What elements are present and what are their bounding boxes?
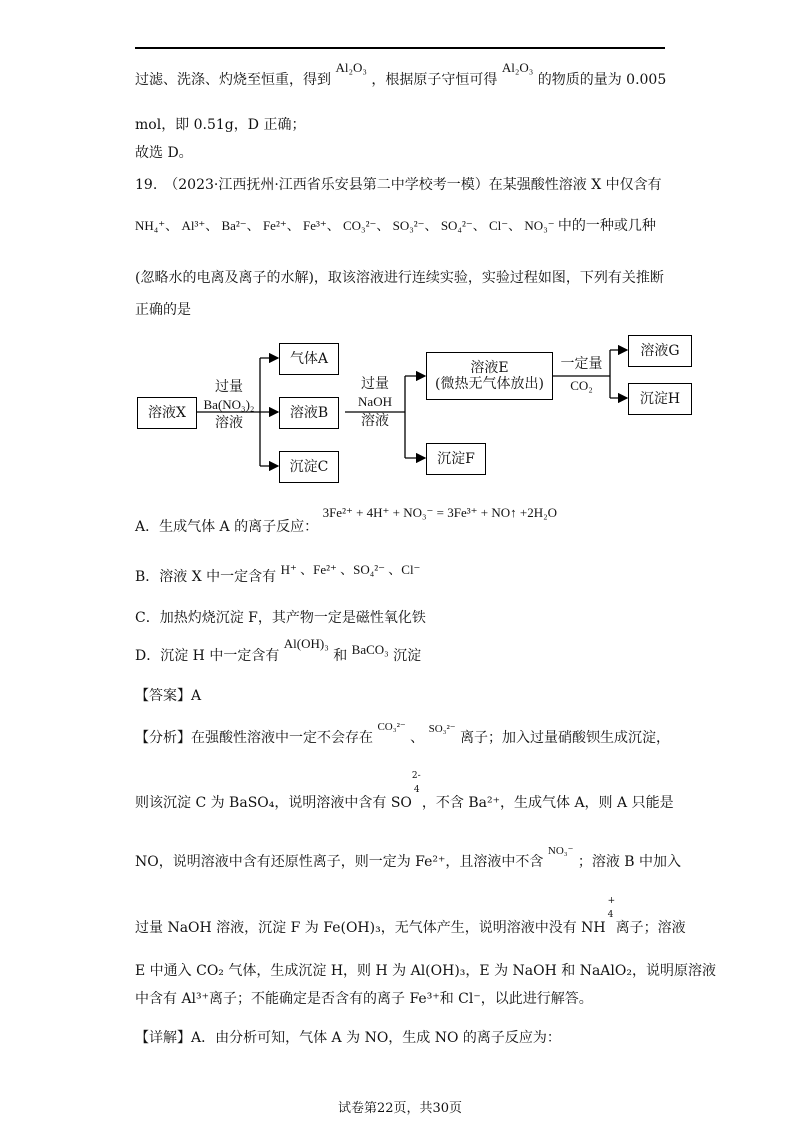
reagent-2-line3: 溶液 [361, 412, 389, 429]
charge-sup: 2- [411, 771, 421, 781]
option-b-text: B．溶液 X 中一定含有 [135, 569, 277, 585]
reagent-label-1 [197, 379, 261, 432]
text-segment: 沉淀 [393, 648, 422, 664]
node-solution-x: 溶液X [137, 397, 197, 429]
text-segment: 【分析】在强酸性溶液中一定不会存在 [135, 730, 373, 746]
reagent-2-line1: 过量 [361, 376, 389, 392]
analysis-line-1 [135, 721, 671, 747]
text-segment: 过滤、洗涤、灼烧至恒重，得到 [135, 72, 331, 88]
node-precipitate-h: 沉淀H [628, 383, 692, 415]
node-solution-b: 溶液B [279, 397, 339, 429]
sub-index: 4 [413, 785, 420, 795]
analysis-line-3 [135, 845, 682, 871]
text-segment: 离子；加入过量硝酸钡生成沉淀， [460, 730, 671, 746]
ion-fe2: Fe²⁺ [262, 218, 287, 233]
text-segment: ；溶液 B 中加入 [577, 854, 682, 870]
option-a-text: A．生成气体 A 的离子反应： [135, 519, 319, 535]
text-segment: 离子；溶液 [615, 920, 686, 936]
analysis-line-5: E 中通入 CO₂ 气体，生成沉淀 H，则 H 为 Al(OH)₃，E 为 NaOH 和 NaAlO₂，说明原溶液 [135, 963, 716, 979]
unit-mol: mol [135, 117, 162, 133]
node-gas-a: 气体A [279, 343, 339, 375]
text-segment: NO，说明溶液中含有还原性离子，则一定为 Fe²⁺，且溶液中不含 [135, 854, 544, 870]
ion-co3: CO₃²⁻ [377, 721, 406, 733]
ion-so4: SO₄²⁻ [440, 218, 473, 233]
option-b [135, 562, 421, 586]
charge-sup: + [607, 896, 616, 906]
text-line-3: 故选 D。 [135, 145, 193, 161]
ion-fe3: Fe³⁺ [302, 218, 327, 233]
formula-aloh3: Al(OH)₃ [283, 636, 329, 651]
answer-label: 【答案】A [135, 688, 202, 704]
option-c: C．加热灼烧沉淀 F，其产物一定是磁性氧化铁 [135, 610, 426, 626]
text-segment: 过量 NaOH 溶液，沉淀 F 为 Fe(OH)₃，无气体产生，说明溶液中没有 NH [135, 920, 606, 936]
ion-no3: NO₃⁻ [547, 845, 574, 857]
formula-baco3: BaCO₃ [351, 642, 389, 657]
ion-list: NH₄⁺、 Al³⁺、 Ba²⁻、 Fe²⁺、 Fe³⁺、 CO₃²⁻、 SO₃²⁻、 SO₄²⁻、 Cl⁻、 NO₃⁻ 中的一种或几种 [135, 218, 656, 234]
ion-no3: NO₃⁻ [524, 218, 555, 233]
ion-co3: CO₃²⁻ [343, 218, 377, 233]
detail-line-1: 【详解】A．由分析可知，气体 A 为 NO，生成 NO 的离子反应为： [135, 1030, 561, 1046]
option-d-text: D．沉淀 H 中一定含有 [135, 648, 280, 664]
ion-cl: Cl⁻ [489, 218, 509, 233]
formula-al2o3: Al₂O₃ [501, 60, 534, 75]
reagent-label-2 [345, 376, 405, 430]
analysis-line-4 [135, 896, 686, 937]
node-solution-e [426, 352, 553, 400]
question-header: 19. （2023·江西抚州·江西省乐安县第二中学校考一模）在某强酸性溶液 X 中仅含有 [135, 177, 662, 193]
sub-index: 4 [607, 910, 614, 920]
reagent-3-line1: 一定量 [560, 356, 603, 372]
question-line-4: 正确的是 [135, 302, 191, 318]
reagent-1-line1: 过量 [215, 379, 243, 395]
text-segment: 和 [333, 648, 348, 664]
analysis-line-2 [135, 771, 674, 812]
reagent-1-line3: 溶液 [215, 414, 243, 431]
formula-al2o3: Al₂O₃ [335, 60, 367, 75]
node-e-line1: 溶液E [470, 359, 509, 376]
node-e-line2: (微热无气体放出) [435, 376, 544, 392]
option-a [135, 505, 558, 536]
text-segment: ，即 0.51g，D 正确； [161, 117, 306, 133]
ion-nh4: NH₄⁺ [135, 218, 166, 233]
option-a-equation: 3Fe²⁺ + 4H⁺ + NO₃⁻ = 3Fe³⁺ + NO↑ +2H₂O [322, 505, 558, 520]
reagent-2-line2: NaOH [358, 393, 392, 409]
text-segment: ，不含 Ba²⁺，生成气体 A，则 A 只能是 [421, 795, 674, 811]
option-d [135, 636, 422, 665]
ion-ba: Ba²⁻ [221, 218, 247, 233]
text-segment: 的物质的量为 0.005 [537, 72, 667, 88]
page-footer: 试卷第22页，共30页 [337, 1101, 463, 1116]
node-solution-g: 溶液G [628, 335, 692, 367]
text-segment: 中的一种或几种 [557, 218, 656, 234]
reagent-label-3 [553, 356, 610, 394]
reagent-3-line2: CO₂ [570, 377, 593, 393]
node-precipitate-c: 沉淀C [279, 451, 339, 483]
text-segment: 则该沉淀 C 为 BaSO₄，说明溶液中含有 SO [135, 795, 412, 811]
ion-so3: SO₃²⁻ [392, 218, 425, 233]
analysis-line-6: 中含有 Al³⁺离子；不能确定是否含有的离子 Fe³⁺和 Cl⁻，以此进行解答。 [135, 991, 593, 1007]
option-b-ions: H⁺ 、Fe²⁺ 、SO₄²⁻ 、Cl⁻ [280, 562, 421, 577]
reagent-1-line2: Ba(NO₃)₂ [203, 396, 255, 412]
ion-so3: SO₃²⁻ [428, 723, 456, 735]
node-precipitate-f: 沉淀F [426, 443, 486, 475]
question-line-3: (忽略水的电离及离子的水解)，取该溶液进行连续实验，实验过程如图，下列有关推断 [135, 270, 664, 286]
text-segment: ，根据原子守恒可得 [371, 72, 498, 88]
text-segment: 、 [410, 730, 425, 746]
ion-al: Al³⁺ [181, 218, 206, 233]
